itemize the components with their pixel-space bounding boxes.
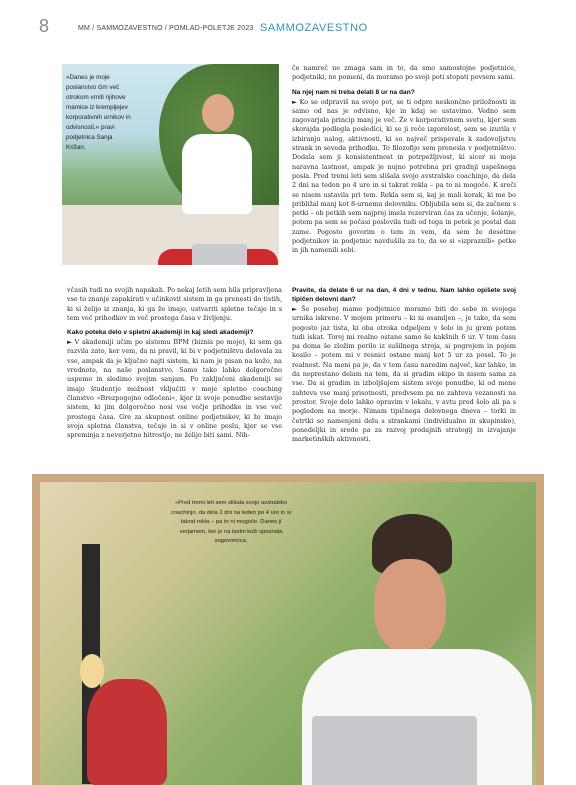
- pull-quote-2: »Pred tremi leti sem slišala svojo avstralsko coachinjo, da dela 2 dni na teden po 4 ure in si takrat rekla – pa to ni mogoče. Danes ji verjamem, ker je na lastni koži spoznala sogovornica.: [171, 500, 291, 545]
- breadcrumb: MM / SAMMOZAVESTNO / POMLAD-POLETJE 2023: [78, 25, 254, 32]
- paragraph: ► Še posebej mame podjetnice moramo biti do sebe in svojega urnika iskrene. V mojem primeru – ki ni osamljen –, je tako, da sem pogosto jaz tista, ki oba otroka odpeljem v šolo in ju grem potem tudi iskat. Torej mi realno ostane samo še kakšnih 6 ur. V tem času pa doma še zložim perilo iz sušilnega stroja, si pogrejem in pojem kosilo – potem mi v resnici ostane manj kot 5 ur za posel. To je realnost. Na meni pa je, da v tem času naredim največ, kar lahko, in da neprestano delam na tem, da si gradim ekipo in nisem sama za vse. Da si gradim in izboljšujem sistem svoje ponudbe, ki od mene zahteva vse manj prisotnosti, predvsem pa ne zahteva vezanosti na prostor. Svoje delo lahko opravim v lokalu, v avtu pred šolo ali pa s pogledom na morje. Nimam tipičnega delovnega dneva – torki in četrtki so namenjeni delu s strankami (individualno in skupinsko), ponedeljki in srede pa za razvoj prodajnih strategij in izvajanje marketinških aktivnosti.: [292, 305, 516, 444]
- question-heading: Na njej nam ni treba delati 8 ur na dan?: [292, 88, 415, 96]
- article-column-c: [292, 286, 516, 444]
- page-number: 8: [39, 16, 50, 36]
- question-heading: Pravite, da delate 6 ur na dan, 4 dni v tednu. Nam lahko opišete svoj tipičen delovni dan?: [292, 287, 516, 303]
- article-column-b: [67, 286, 282, 440]
- paragraph: ► V akademiji učim po sistemu BPM (biznis po moje), ki sem ga razvila zato, ker vem, da ni pravil, ki bi v podjetništvu delovala za vse, ampak da je ključno najti sistem, ki nam je pisan na kožo, na vrednote, na naše poslanstvo. Samo tako lahko dolgoročno uspemo in sledimo svojim sanjam. Po zaključeni akademiji se imajo študentje možnost vključiti v moje spletno coaching članstvo »Brezpogojno odločeni«, kjer iz svoje ponudbe sestavijo sistem, ki jim dolgoročno nosi vse večje prihodke in vse več prostega časa. Gre za skupnost online podjetnikov, ki že imajo svoja spletna članstva, tečaje in si v online poslu, kjer se vse spreminja z neverjetno hitrostjo, ne želijo biti sami. Nih-: [67, 338, 282, 440]
- page-header: [0, 10, 576, 38]
- paragraph: ► Ko se odpraviš na svojo pot, se ti odpre neskončno priložnosti in samo od nas je odvisno, kje in kdaj se ustavimo. Vedno sem zagovarjala princip manj je več. Že v korporativnem svetu, kjer sem skorajda podlegla posledici, ki se ji reče izgorelost, sem se izurila v izbiranju nalog, aktivnosti, ki so največ prispevale k zadovoljstvu strank in seveda prihodku. To filozofijo sem prenesla v podjetništvo. Dodala sem ji konsistentnost in potrpežljivost, ki sicer ni moja naravna lastnost, ampak je nujno potrebna pri gradnji uspešnega posla. Pred tremi leti sem slišala svojo avstralsko coachinjo, da dela 2 dni na teden po 4 ure in si takrat rekla – pa to ni mogoče. K sreči se nisem ustavila pri tem. Rekla sem si, kaj je mali korak, ki me bo približal manj kot 8-urnemu delovniku. Obljubila sem si, da začnem s petki – ob petkih sem najprej imela rezerviran čas za učenje, šolanje, potem pa sem se počasi poslovila tudi od tega in petek je postal dan zame. Pogosto govorim o tem in vem, da sem že desetine podjetnikov in podjetnic navdušila za to, da so si »izpraznili« petke in jih namenili sebi.: [292, 97, 517, 255]
- person-head-shape: [202, 94, 234, 132]
- person-body-shape: [182, 134, 252, 214]
- paragraph: če namreč ne zmaga sam in to, da smo samostojne podjetnice, podjetniki, ne pomeni, da moramo po svoji poti stopati povsem sami.: [292, 64, 516, 82]
- question-heading: Kako poteka delo v spletni akademiji in kaj sledi akademiji?: [67, 329, 254, 337]
- section-title: SAMMOZAVESTNO: [260, 22, 368, 34]
- pull-quote-1: »Danes je moje poslanstvo čim več otrokom vrniti njihove mamice iz krempljejev korporativnih urnikov in odvisnosti,« pravi podjetnica Sanja Križan.: [66, 74, 131, 151]
- laptop-shape: [192, 244, 247, 265]
- paragraph: včasih tudi na svojih napakah. Po nekaj letih sem bila pripravljena vse to znanje zapakirati v učinkovit sistem in ga prenesti do tistih, ki si želijo iz znanja, ki ga že imajo, ustvariti spletne tečaje in s tem več prihodkov in več prostega časa v življenju.: [67, 286, 282, 322]
- article-column-a: [292, 64, 516, 256]
